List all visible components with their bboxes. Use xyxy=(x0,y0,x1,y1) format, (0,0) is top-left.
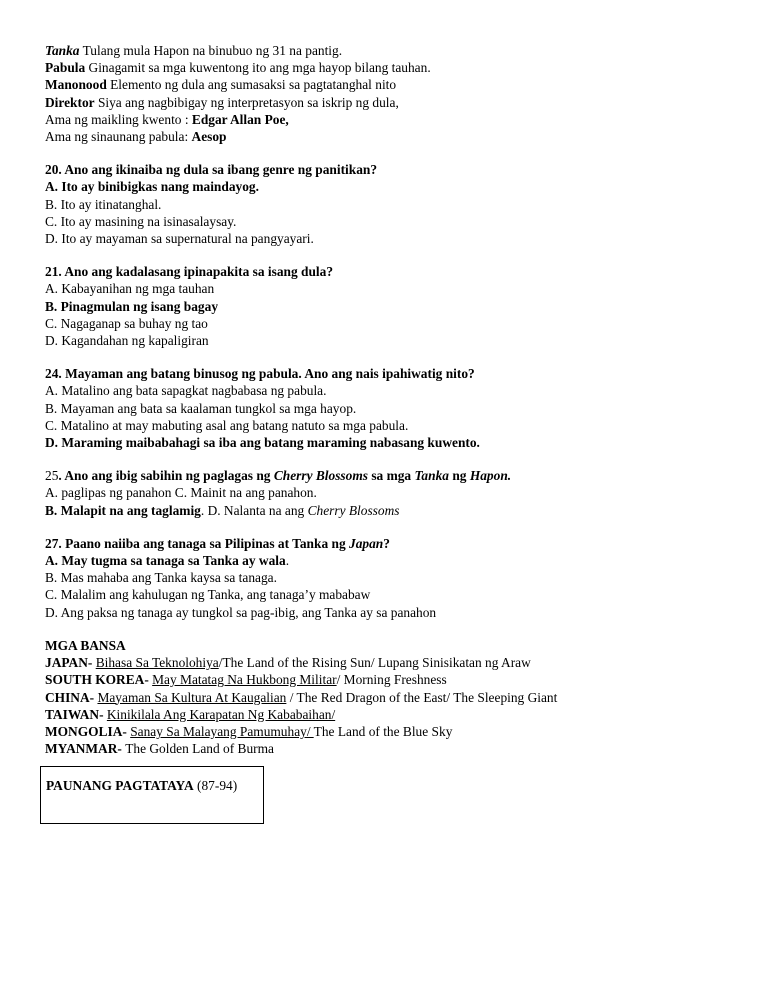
q20-option-c: C. Ito ay masining na isinasalaysay. xyxy=(45,213,237,229)
bansa-mongolia: MONGOLIA- Sanay Sa Malayang Pamumuhay/ The Land of the Blue Sky xyxy=(45,723,453,739)
q21-option-a: A. Kabayanihan ng mga tauhan xyxy=(45,281,215,297)
question-24: 24. Mayaman ang batang binusog ng pabula. Ano ang nais ipahiwatig nito? xyxy=(45,366,475,382)
q24-option-a: A. Matalino ang bata sapagkat nagbabasa ng pabula. xyxy=(45,383,327,399)
section-heading-bansa: MGA BANSA xyxy=(45,637,126,653)
bansa-south-korea: SOUTH KOREA- May Matatag Na Hukbong Militar/ Morning Freshness xyxy=(45,672,447,688)
q21-option-c: C. Nagaganap sa buhay ng tao xyxy=(45,315,208,331)
bansa-taiwan: TAIWAN- Kinikilala Ang Karapatan Ng Kababaihan/ xyxy=(45,706,336,722)
bansa-japan: JAPAN- Bihasa Sa Teknolohiya/The Land of the Rising Sun/ Lupang Sinisikatan ng Araw xyxy=(45,655,531,671)
q20-option-a: A. Ito ay binibigkas nang maindayog. xyxy=(45,179,259,195)
q21-option-d: D. Kagandahan ng kapaligiran xyxy=(45,333,209,349)
q27-option-c: C. Malalim ang kahulugan ng Tanka, ang tanaga’y mababaw xyxy=(45,587,371,603)
q20-option-b: B. Ito ay itinatanghal. xyxy=(45,196,162,212)
q20-option-d: D. Ito ay mayaman sa supernatural na pangyayari. xyxy=(45,231,314,247)
paunang-pagtataya-label: PAUNANG PAGTATAYA (87-94) xyxy=(46,778,238,793)
question-20: 20. Ano ang ikinaiba ng dula sa ibang genre ng panitikan? xyxy=(45,162,378,178)
paunang-pagtataya-box xyxy=(40,766,264,824)
q25-options-a-c: A. paglipas ng panahon C. Mainit na ang panahon. xyxy=(45,485,317,501)
fact-maikling-kwento: Ama ng maikling kwento : Edgar Allan Poe, xyxy=(45,111,289,127)
q25-options-b-d: B. Malapit na ang taglamig. D. Nalanta na ang Cherry Blossoms xyxy=(45,502,400,518)
document-body xyxy=(45,42,745,757)
question-21: 21. Ano ang kadalasang ipinapakita sa isang dula? xyxy=(45,264,334,280)
definition-direktor: Direktor Siya ang nagbibigay ng interpretasyon sa iskrip ng dula, xyxy=(45,94,399,110)
fact-pabula: Ama ng sinaunang pabula: Aesop xyxy=(45,129,227,145)
definition-tanka: Tanka Tulang mula Hapon na binubuo ng 31 na pantig. xyxy=(45,43,343,58)
bansa-china: CHINA- Mayaman Sa Kultura At Kaugalian / The Red Dragon of the East/ The Sleeping Giant xyxy=(45,689,558,705)
definition-pabula: Pabula Ginagamit sa mga kuwentong ito ang mga hayop bilang tauhan. xyxy=(45,60,431,76)
q24-option-b: B. Mayaman ang bata sa kaalaman tungkol sa mga hayop. xyxy=(45,400,357,416)
q21-option-b: B. Pinagmulan ng isang bagay xyxy=(45,298,219,314)
definition-manonood: Manonood Elemento ng dula ang sumasaksi sa pagtatanghal nito xyxy=(45,77,397,93)
q27-option-b: B. Mas mahaba ang Tanka kaysa sa tanaga. xyxy=(45,570,277,586)
q24-option-c: C. Matalino at may mabuting asal ang batang natuto sa mga pabula. xyxy=(45,417,409,433)
question-27: 27. Paano naiiba ang tanaga sa Pilipinas at Tanka ng Japan? xyxy=(45,535,390,551)
q27-option-d: D. Ang paksa ng tanaga ay tungkol sa pag-ibig, ang Tanka ay sa panahon xyxy=(45,604,437,620)
question-25: 25. Ano ang ibig sabihin ng paglagas ng Cherry Blossoms sa mga Tanka ng Hapon. xyxy=(45,468,512,484)
q27-option-a: A. May tugma sa tanaga sa Tanka ay wala. xyxy=(45,553,290,569)
q24-option-d: D. Maraming maibabahagi sa iba ang batang maraming nabasang kuwento. xyxy=(45,435,480,451)
bansa-myanmar: MYANMAR- The Golden Land of Burma xyxy=(45,741,274,757)
